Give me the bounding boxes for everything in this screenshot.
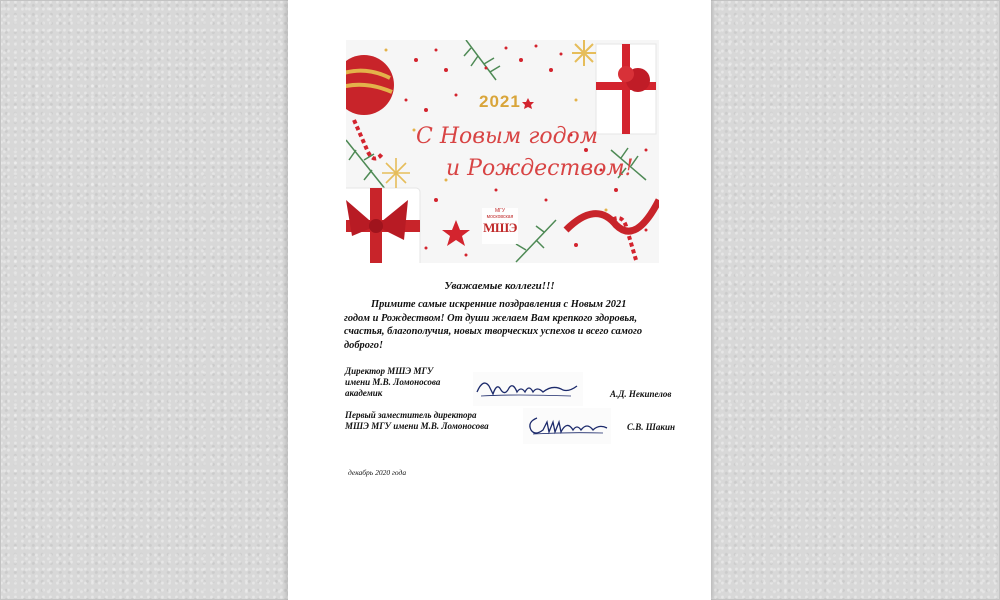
signatory-name: А.Д. Некипелов [610,389,672,399]
card-greeting-line2: и Рождеством! [446,156,634,181]
letter-page [288,0,711,600]
signature-image [523,408,611,444]
body-line: годом и Рождеством! От души желаем Вам крепкого здоровья, [344,312,638,324]
card-year: 2021 [479,92,521,111]
signatory-position [345,410,489,432]
snowflake-icon [572,40,596,66]
signatory-position [345,366,440,399]
position-line: Первый заместитель директора [345,410,477,420]
logo-caption: МГУ московская [486,208,514,220]
greeting-card-image [346,40,659,263]
body-line: доброго! [344,339,384,351]
star-icon [442,220,470,246]
letter-salutation: Уважаемые коллеги!!! [444,280,555,292]
body-line: Примите самые искренние поздравления с Новым 2021 [371,299,627,310]
msse-logo [482,208,518,244]
position-line: имени М.В. Ломоносова [345,377,441,387]
card-greeting-line1: С Новым годом [416,124,599,149]
signature-image [473,372,583,406]
position-line: академик [345,388,383,398]
letter-body [344,298,664,352]
signatory-name: С.В. Шакин [627,422,675,432]
body-line: счастья, благополучия, новых творческих успехов и всего самого [344,326,643,337]
letter-date: декабрь 2020 года [348,468,407,477]
logo-letters: МШЭ [483,220,517,235]
position-line: МШЭ МГУ имени М.В. Ломоносова [345,421,489,431]
position-line: Директор МШЭ МГУ [345,366,434,376]
